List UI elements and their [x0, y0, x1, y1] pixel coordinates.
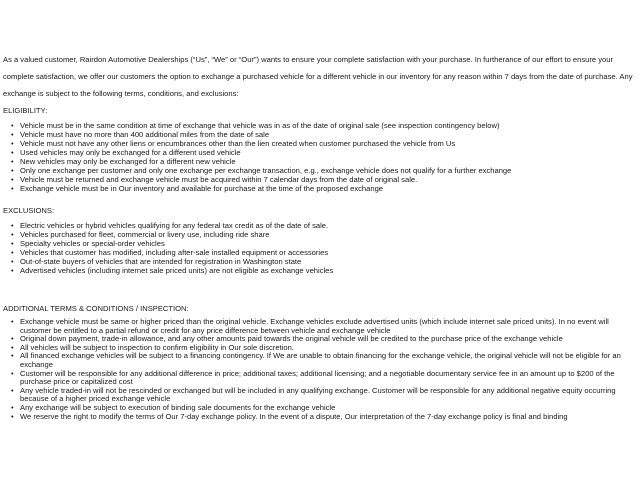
list-item: • Electric vehicles or hybrid vehicles qualifying for any federal tax credit as of the date of sale. — [20, 221, 634, 230]
list-item: • Exchange vehicle must be in Our inventory and available for purchase at the time of the proposed exchange — [20, 184, 634, 193]
list-item: • Out-of-state buyers of vehicles that are intended for registration in Washington state — [20, 257, 634, 266]
exclusions-list — [20, 221, 634, 275]
list-item: • Any exchange will be subject to execution of binding sale documents for the exchange vehicle — [20, 404, 634, 413]
intro-paragraph: As a valued customer, Rairdon Automotive Dealerships (“Us”, “We” or “Our”) wants to ensure your complete satisfaction with your purchase. In furtherance of our effort to ensure your complete satisfaction, we offer our customers the option to exchange a purchased vehicle for a different vehicle in our inventory for any reason within 7 days from the date of purchase. Any exchange is subject to the following terms, conditions, and exclusions: — [3, 55, 633, 98]
list-item: • Specialty vehicles or special-order vehicles — [20, 239, 634, 248]
list-item: • Any vehicle traded-in will not be rescinded or exchanged but will be included in any qualifying exchange. Customer will be responsible for any additional negative equity occurring because of a higher priced exchange vehicle — [20, 387, 634, 404]
additional-terms-heading: ADDITIONAL TERMS & CONDITIONS / INSPECTION: — [3, 304, 189, 313]
exclusions-heading: EXCLUSIONS: — [3, 206, 55, 215]
list-item: • Advertised vehicles (including internet sale priced units) are not eligible as exchange vehicles — [20, 266, 634, 275]
list-item: • Vehicle must have no more than 400 additional miles from the date of sale — [20, 130, 634, 139]
list-item: • Vehicles purchased for fleet, commercial or livery use, including ride share — [20, 230, 634, 239]
list-item: • New vehicles may only be exchanged for a different new vehicle — [20, 157, 634, 166]
list-item: • Exchange vehicle must be same or higher priced than the original vehicle. Exchange vehicles exclude advertised units (which include internet sale priced units). In no event will customer be entitled to a partial refund or credit for any price difference between vehicle and exchange vehicle — [20, 318, 634, 335]
list-item: • Customer will be responsible for any additional difference in price; additional taxes; additional licensing; and a negotiable documentary service fee in an amount up to $200 of the purchase price or capitalized cost — [20, 370, 634, 387]
eligibility-heading: ELIGIBILITY: — [3, 106, 48, 115]
eligibility-list — [20, 121, 634, 193]
list-item: • We reserve the right to modify the terms of Our 7-day exchange policy. In the event of a dispute, Our interpretation of the 7-day exchange policy is final and binding — [20, 413, 634, 422]
list-item: • Only one exchange per customer and only one exchange per exchange transaction, e.g., exchange vehicle does not qualify for a further exchange — [20, 166, 634, 175]
list-item: • Original down payment, trade-in allowance, and any other amounts paid towards the original vehicle will be credited to the purchase price of the exchange vehicle — [20, 335, 634, 344]
list-item: • Vehicle must be returned and exchange vehicle must be acquired within 7 calendar days from the date of original sale. — [20, 175, 634, 184]
list-item: • Vehicles that customer has modified, including after-sale installed equipment or accessories — [20, 248, 634, 257]
list-item: • Vehicle must not have any other liens or encumbrances other than the lien created when customer purchased the vehicle from Us — [20, 139, 634, 148]
list-item: • Vehicle must be in the same condition at time of exchange that vehicle was in as of the date of original sale (see inspection contingency below) — [20, 121, 634, 130]
additional-terms-list — [20, 318, 634, 421]
list-item: • All financed exchange vehicles will be subject to a financing contingency. If We are unable to obtain financing for the exchange vehicle, the original vehicle will not be eligible for an exchange — [20, 352, 634, 369]
list-item: • All vehicles will be subject to inspection to confirm eligibility in Our sole discretion. — [20, 344, 634, 353]
list-item: • Used vehicles may only be exchanged for a different used vehicle — [20, 148, 634, 157]
